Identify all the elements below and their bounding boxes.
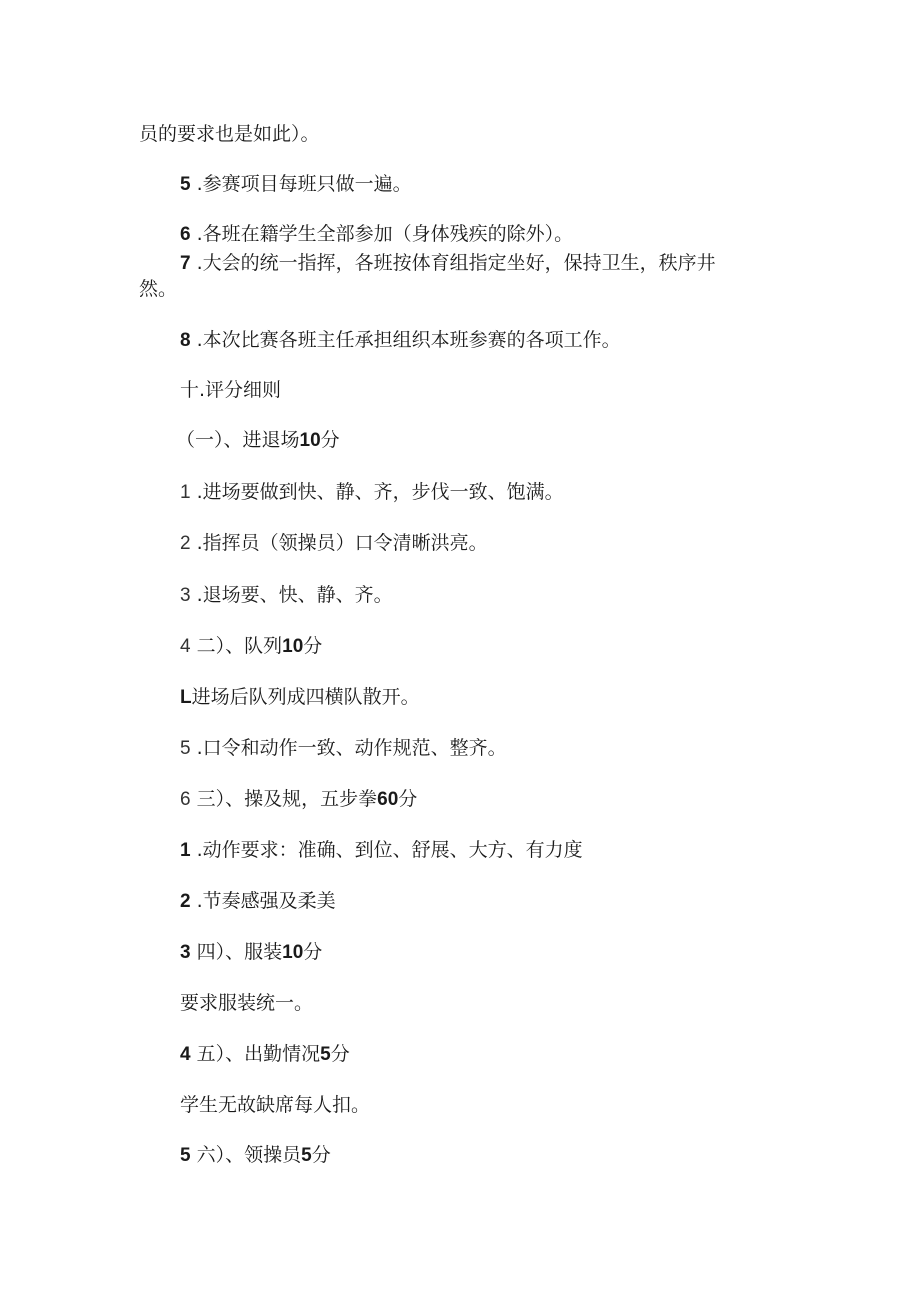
score-value: 60 xyxy=(377,789,399,810)
item-number: 2 xyxy=(180,533,191,554)
line-text: 然。 xyxy=(139,278,178,300)
item-number: 6 xyxy=(180,224,191,245)
line-text: 员的要求也是如此）。 xyxy=(139,123,320,145)
list-item xyxy=(180,328,621,353)
score-unit: 分 xyxy=(320,429,340,451)
score-unit: 分 xyxy=(398,788,418,810)
score-unit: 分 xyxy=(303,635,323,657)
subsection-heading xyxy=(180,634,322,659)
score-value: 10 xyxy=(282,636,304,657)
list-item xyxy=(180,583,393,608)
line-text: .大会的统一指挥，各班按体育组指定坐好，保持卫生，秩序井 xyxy=(190,252,716,274)
line-text: .各班在籍学生全部参加（身体残疾的除外）。 xyxy=(190,223,574,245)
line-text: .动作要求：准确、到位、舒展、大方、有力度 xyxy=(190,839,583,861)
item-number: 5 xyxy=(180,174,191,195)
item-number: 4 xyxy=(180,636,191,657)
list-item xyxy=(180,736,507,761)
score-value: 5 xyxy=(301,1145,312,1166)
list-item xyxy=(180,531,488,556)
item-number: 8 xyxy=(180,330,191,351)
subsection-heading xyxy=(176,428,340,453)
list-item xyxy=(180,889,336,914)
item-number: L xyxy=(180,687,192,708)
subsection-heading xyxy=(180,1143,331,1168)
text-line xyxy=(139,277,177,301)
line-text: 六）、领操员 xyxy=(190,1144,302,1166)
score-value: 5 xyxy=(320,1044,331,1065)
score-unit: 分 xyxy=(311,1144,331,1166)
text-line xyxy=(180,991,313,1015)
item-number: 2 xyxy=(180,891,191,912)
line-text: .进场要做到快、静、齐，步伐一致、饱满。 xyxy=(190,481,564,503)
line-text: .口令和动作一致、动作规范、整齐。 xyxy=(190,737,507,759)
item-number: 3 xyxy=(180,585,191,606)
line-text: 二）、队列 xyxy=(190,635,283,657)
line-text: 学生无故缺席每人扣。 xyxy=(180,1094,371,1116)
line-text: .节奏感强及柔美 xyxy=(190,890,336,912)
list-item xyxy=(180,251,716,276)
score-value: 10 xyxy=(282,942,304,963)
line-text: （一）、进退场 xyxy=(176,429,300,451)
line-text: 十.评分细则 xyxy=(180,379,282,401)
item-number: 7 xyxy=(180,253,191,274)
item-number: 6 xyxy=(180,789,191,810)
list-item xyxy=(180,222,573,247)
score-unit: 分 xyxy=(330,1043,350,1065)
score-unit: 分 xyxy=(303,941,323,963)
line-text: .参赛项目每班只做一遍。 xyxy=(190,173,412,195)
item-number: 1 xyxy=(180,840,191,861)
line-text: 五）、出勤情况 xyxy=(190,1043,321,1065)
subsection-heading xyxy=(180,787,417,812)
subsection-heading xyxy=(180,940,322,965)
line-text: .指挥员（领操员）口令清晰洪亮。 xyxy=(190,532,488,554)
text-line xyxy=(139,122,320,146)
item-number: 4 xyxy=(180,1044,191,1065)
section-heading xyxy=(180,378,281,402)
list-item xyxy=(180,838,583,863)
score-value: 10 xyxy=(299,430,321,451)
list-item xyxy=(180,685,420,710)
list-item xyxy=(180,480,564,505)
subsection-heading xyxy=(180,1042,350,1067)
text-line xyxy=(180,1093,370,1117)
item-number: 5 xyxy=(180,738,191,759)
item-number: 3 xyxy=(180,942,191,963)
line-text: 三）、操及规，五步拳 xyxy=(190,788,378,810)
line-text: .本次比赛各班主任承担组织本班参赛的各项工作。 xyxy=(190,329,621,351)
line-text: .退场要、快、静、齐。 xyxy=(190,584,393,606)
line-text: 进场后队列成四横队散开。 xyxy=(191,686,420,708)
list-item xyxy=(180,172,412,197)
line-text: 四）、服装 xyxy=(190,941,283,963)
item-number: 5 xyxy=(180,1145,191,1166)
line-text: 要求服装统一。 xyxy=(180,992,314,1014)
item-number: 1 xyxy=(180,482,191,503)
